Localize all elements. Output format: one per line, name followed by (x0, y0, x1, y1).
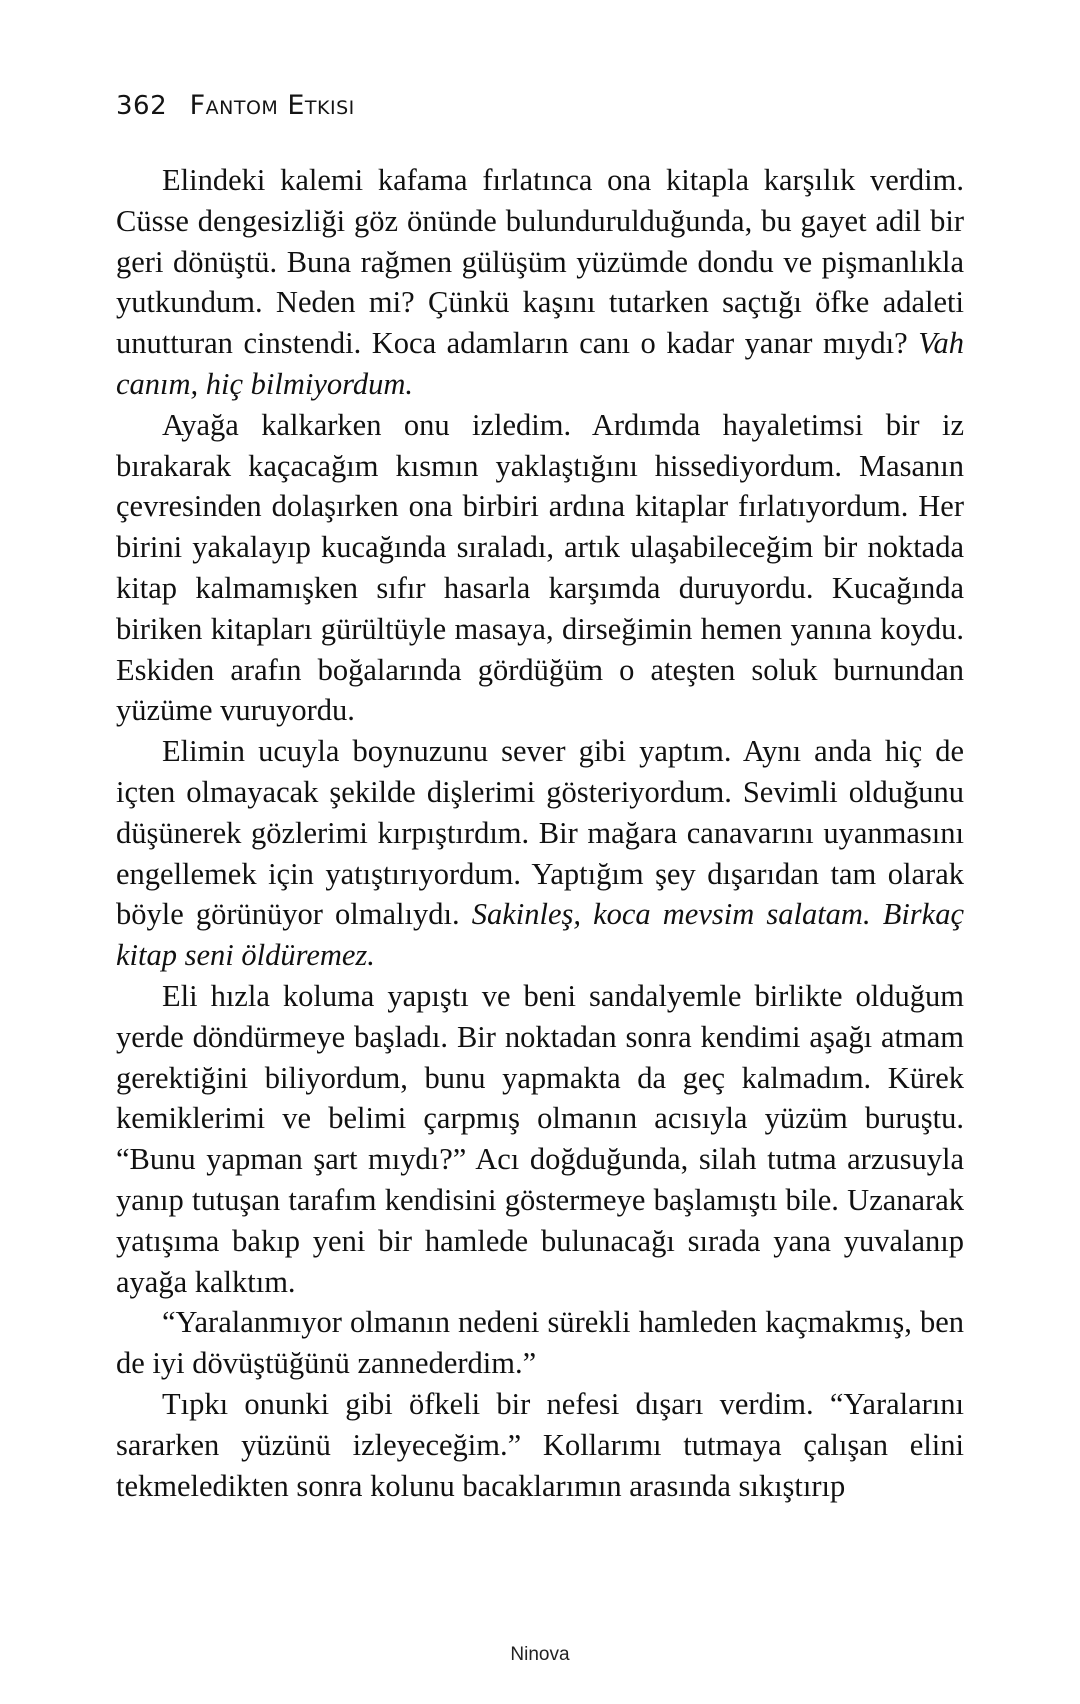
text-segment: Tıpkı onunki gibi öfkeli bir nefesi dışarı verdim. “Yaralarını sararken yüzünü izleyeceğim.” Kollarımı tutmaya çalışan elini tekmeledikten sonra kolunu bacaklarımın arasında sıkıştırıp (116, 1386, 964, 1503)
page-number: 362 (116, 91, 168, 121)
paragraph (116, 1302, 964, 1384)
publisher-footer: Ninova (510, 1644, 570, 1665)
page-header (116, 90, 355, 121)
italic-text: Vah canım, hiç bilmiyordum. (116, 326, 964, 401)
paragraph (116, 1384, 964, 1506)
paragraph (116, 160, 964, 405)
paragraph (116, 731, 964, 976)
text-segment: Eli hızla koluma yapıştı ve beni sandalyemle birlikte olduğum yerde döndürmeye başladı. Bir noktadan sonra kendimi aşağı atmam gerektiğini biliyordum, bunu yapmakta da geç kalmadım. Kürek kemiklerimi ve belimi çarpmış olmanın acısıyla yüzüm buruştu. “Bunu yapman şart mıydı?” Acı doğduğunda, silah tutma arzusuyla yanıp tutuşan tarafım kendisini göstermeye başlamıştı bile. Uzanarak yatışıma bakıp yeni bir hamlede bulunacağı sırada yana yuvalanıp ayağa kalktım. (116, 978, 964, 1299)
text-segment: Elindeki kalemi kafama fırlatınca ona kitapla karşılık verdim. Cüsse dengesizliği göz önünde bulundurulduğunda, bu gayet adil bir geri dönüştü. Buna rağmen gülüşüm yüzümde dondu ve pişmanlıkla yutkundum. Neden mi? Çünkü kaşını tutarken saçtığı öfke adaleti unutturan cinstendi. Koca adamların canı o kadar yanar mıydı? (116, 163, 964, 361)
text-segment: “Yaralanmıyor olmanın nedeni sürekli hamleden kaçmakmış, ben de iyi dövüştüğünü zannederdim.” (116, 1305, 964, 1381)
text-segment: Elimin ucuyla boynuzunu sever gibi yaptım. Aynı anda hiç de içten olmayacak şekilde dişlerimi gösteriyordum. Sevimli olduğunu düşünerek gözlerimi kırpıştırdım. Bir mağara canavarını uyanmasını engellemek için yatıştırıyordum. Yaptığım şey dışarıdan tam olarak böyle görünüyor olmalıydı. (116, 734, 964, 932)
running-title: Fantom Etkisi (189, 90, 355, 121)
text-segment: Ayağa kalkarken onu izledim. Ardımda hayaletimsi bir iz bırakarak kaçacağım kısmın yaklaştığını hissediyordum. Masanın çevresinden dolaşırken ona birbiri ardına kitaplar fırlatıyordum. Her birini yakalayıp kucağında sıraladı, artık ulaşabileceğim bir noktada kitap kalmamışken sıfır hasarla karşımda duruyordu. Kucağında biriken kitapları gürültüyle masaya, dirseğimin hemen yanına koydu. Eskiden arafın boğalarında gördüğüm o ateşten soluk burnundan yüzüme vuruyordu. (116, 407, 964, 728)
italic-text: Sakinleş, koca mevsim salatam. Birkaç kitap seni öldüremez. (116, 897, 964, 973)
paragraph (116, 405, 964, 731)
body-text (116, 160, 964, 1506)
paragraph (116, 976, 964, 1302)
